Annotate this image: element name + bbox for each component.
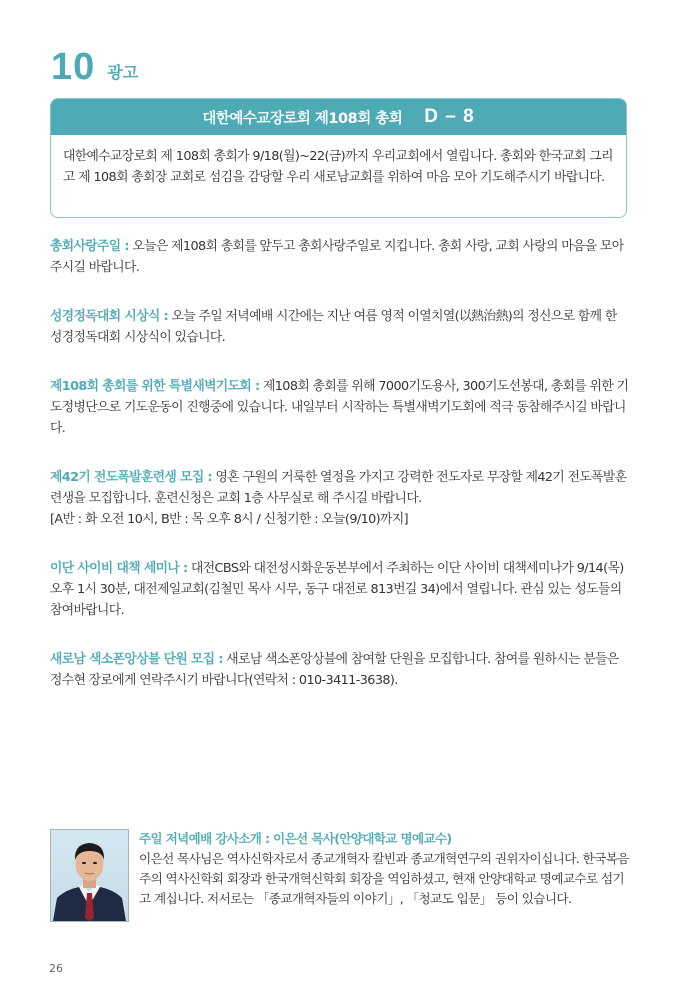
footer-page-number: 26 bbox=[49, 962, 63, 975]
notice-box bbox=[50, 98, 627, 218]
announcement-text: 오늘은 제108회 총회를 앞두고 총회사랑주일로 지킵니다. 총회 사랑, 교회 사랑의 마음을 모아 주시길 바랍니다. bbox=[50, 239, 624, 275]
announcement-title: 성경정독대회 시상식 : bbox=[50, 309, 169, 324]
announcement-item bbox=[50, 376, 630, 439]
speaker-portrait-icon bbox=[51, 830, 128, 921]
announcement-item bbox=[50, 558, 630, 621]
announcement-text: 영혼 구원의 거룩한 열정을 가지고 강력한 전도자로 무장할 제42기 전도폭발훈련생을 모집합니다. 훈련신청은 교회 1층 사무실로 해 주시길 바랍니다. bbox=[50, 470, 627, 506]
announcement-title: 총회사랑주일 : bbox=[50, 239, 129, 254]
announcement-list bbox=[50, 236, 630, 719]
announcement-item bbox=[50, 236, 630, 278]
notice-header bbox=[51, 99, 626, 135]
speaker-photo bbox=[50, 829, 129, 922]
announcement-title: 제42기 전도폭발훈련생 모집 : bbox=[50, 470, 213, 485]
announcement-text: 대전CBS와 대전성시화운동본부에서 주최하는 이단 사이비 대책세미나가 9/14(목) 오후 1시 30분, 대전제일교회(김철민 목사 시무, 동구 대전로 813번길 34)에서 열립니다. 관심 있는 성도들의 참여바랍니다. bbox=[50, 561, 624, 618]
notice-title: 대한예수교장로회 제108회 총회 bbox=[202, 110, 403, 127]
announcement-text: 새로남 색소폰앙상블에 참여할 단원을 모집합니다. 참여를 원하시는 분들은 정수현 장로에게 연락주시기 바랍니다(연락처 : 010-3411-3638). bbox=[50, 652, 619, 688]
announcement-item bbox=[50, 467, 630, 530]
announcement-title: 제108회 총회를 위한 특별새벽기도회 : bbox=[50, 379, 260, 394]
speaker-title: 주일 저녁예배 강사소개 : 이은선 목사(안양대학교 명예교수) bbox=[139, 831, 452, 846]
dday-counter: D – 8 bbox=[424, 106, 475, 127]
announcement-text: 제108회 총회를 위해 7000기도용사, 300기도선봉대, 총회를 위한 기도정병단으로 기도운동이 진행중에 있습니다. 내일부터 시작하는 특별새벽기도회에 적극 동참해주시길 바랍니다. bbox=[50, 379, 629, 436]
speaker-section bbox=[50, 829, 630, 922]
announcement-item bbox=[50, 306, 630, 348]
section-label: 광고 bbox=[107, 63, 139, 82]
speaker-bio: 이은선 목사님은 역사신학자로서 종교개혁자 칼빈과 종교개혁연구의 권위자이십니다. 한국복음주의 역사신학회 회장과 한국개혁신학회 회장을 역임하셨고, 현재 안양대학교 명예교수로 섬기고 계십니다. 저서로는 「종교개혁자들의 이야기」, 「청교도 입문」 등이 있습니다. bbox=[139, 851, 629, 906]
announcement-item bbox=[50, 649, 630, 691]
announcement-text: 오늘 주일 저녁예배 시간에는 지난 여름 영적 이열치열(以熱治熱)의 정신으로 함께 한 성경정독대회 시상식이 있습니다. bbox=[50, 309, 617, 345]
page-number: 10 bbox=[51, 46, 96, 88]
announcement-schedule: [A반 : 화 오전 10시, B반 : 목 오후 8시 / 신청기한 : 오늘(9/10)까지] bbox=[50, 512, 408, 527]
page-header bbox=[51, 48, 138, 86]
notice-body: 대한예수교장로회 제 108회 총회가 9/18(월)~22(금)까지 우리교회에서 열립니다. 총회와 한국교회 그리고 제 108회 총회장 교회로 섬김을 감당할 우리 새로남교회를 위하여 마음 모아 기도해주시기 바랍니다. bbox=[63, 149, 613, 185]
announcement-title: 새로남 색소폰앙상블 단원 모집 : bbox=[50, 652, 223, 667]
speaker-text bbox=[139, 829, 630, 922]
announcement-title: 이단 사이비 대책 세미나 : bbox=[50, 561, 188, 576]
